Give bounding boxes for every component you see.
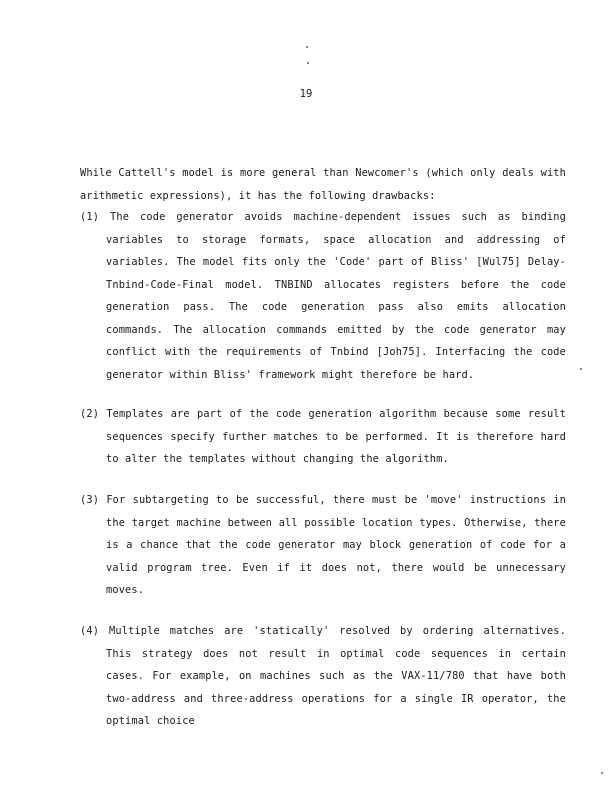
drawback-text-2: Templates are part of the code generation algorithm because some result sequences specify further matches to be performed. It is therefore hard to alter the templates without changing the algorithm. [106,408,567,465]
drawback-item-2 [80,403,566,471]
drawback-item-3 [80,489,566,602]
drawback-text-3: For subtargeting to be successful, there must be 'move' instructions in the target machine between all possible location types. Otherwise, there is a chance that the code generator may block generation of code for a valid program tree. Even if it does not, there would be unnecessary moves. [106,494,567,596]
drawback-marker-2: (2) [80,408,100,420]
drawback-marker-4: (4) [80,625,100,637]
scan-speck [306,46,308,48]
drawback-marker-1: (1) [80,211,100,223]
scan-speck [580,368,582,370]
intro-paragraph: While Cattell's model is more general than Newcomer's (which only deals with arithmetic expressions), it has the following drawbacks: [80,167,566,202]
scan-speck [601,772,603,774]
drawback-text-1: The code generator avoids machine-dependent issues such as binding variables to storage formats, space allocation and addressing of variables. The model fits only the 'Code' part of Bliss' [Wul75] Delay-Tnbind-Code-Final model. TNBIND allocates registers before the code generation pass. The code generation pass also emits allocation commands. The allocation commands emitted by the code generator may conflict with the requirements of Tnbind [Joh75]. Interfacing the code generator within Bliss' framework might therefore be hard. [106,211,566,381]
drawback-text-4: Multiple matches are 'statically' resolved by ordering alternatives. This strategy does not result in optimal code sequences in certain cases. For example, on machines such as the VAX-11/780 that have both two-address and three-address operations for a single IR operator, the optimal choice [106,625,566,727]
drawback-item-1 [80,206,566,386]
drawback-item-4 [80,620,566,733]
page-number: 19 [299,88,313,100]
scan-speck [307,62,309,64]
drawback-marker-3: (3) [80,494,100,506]
